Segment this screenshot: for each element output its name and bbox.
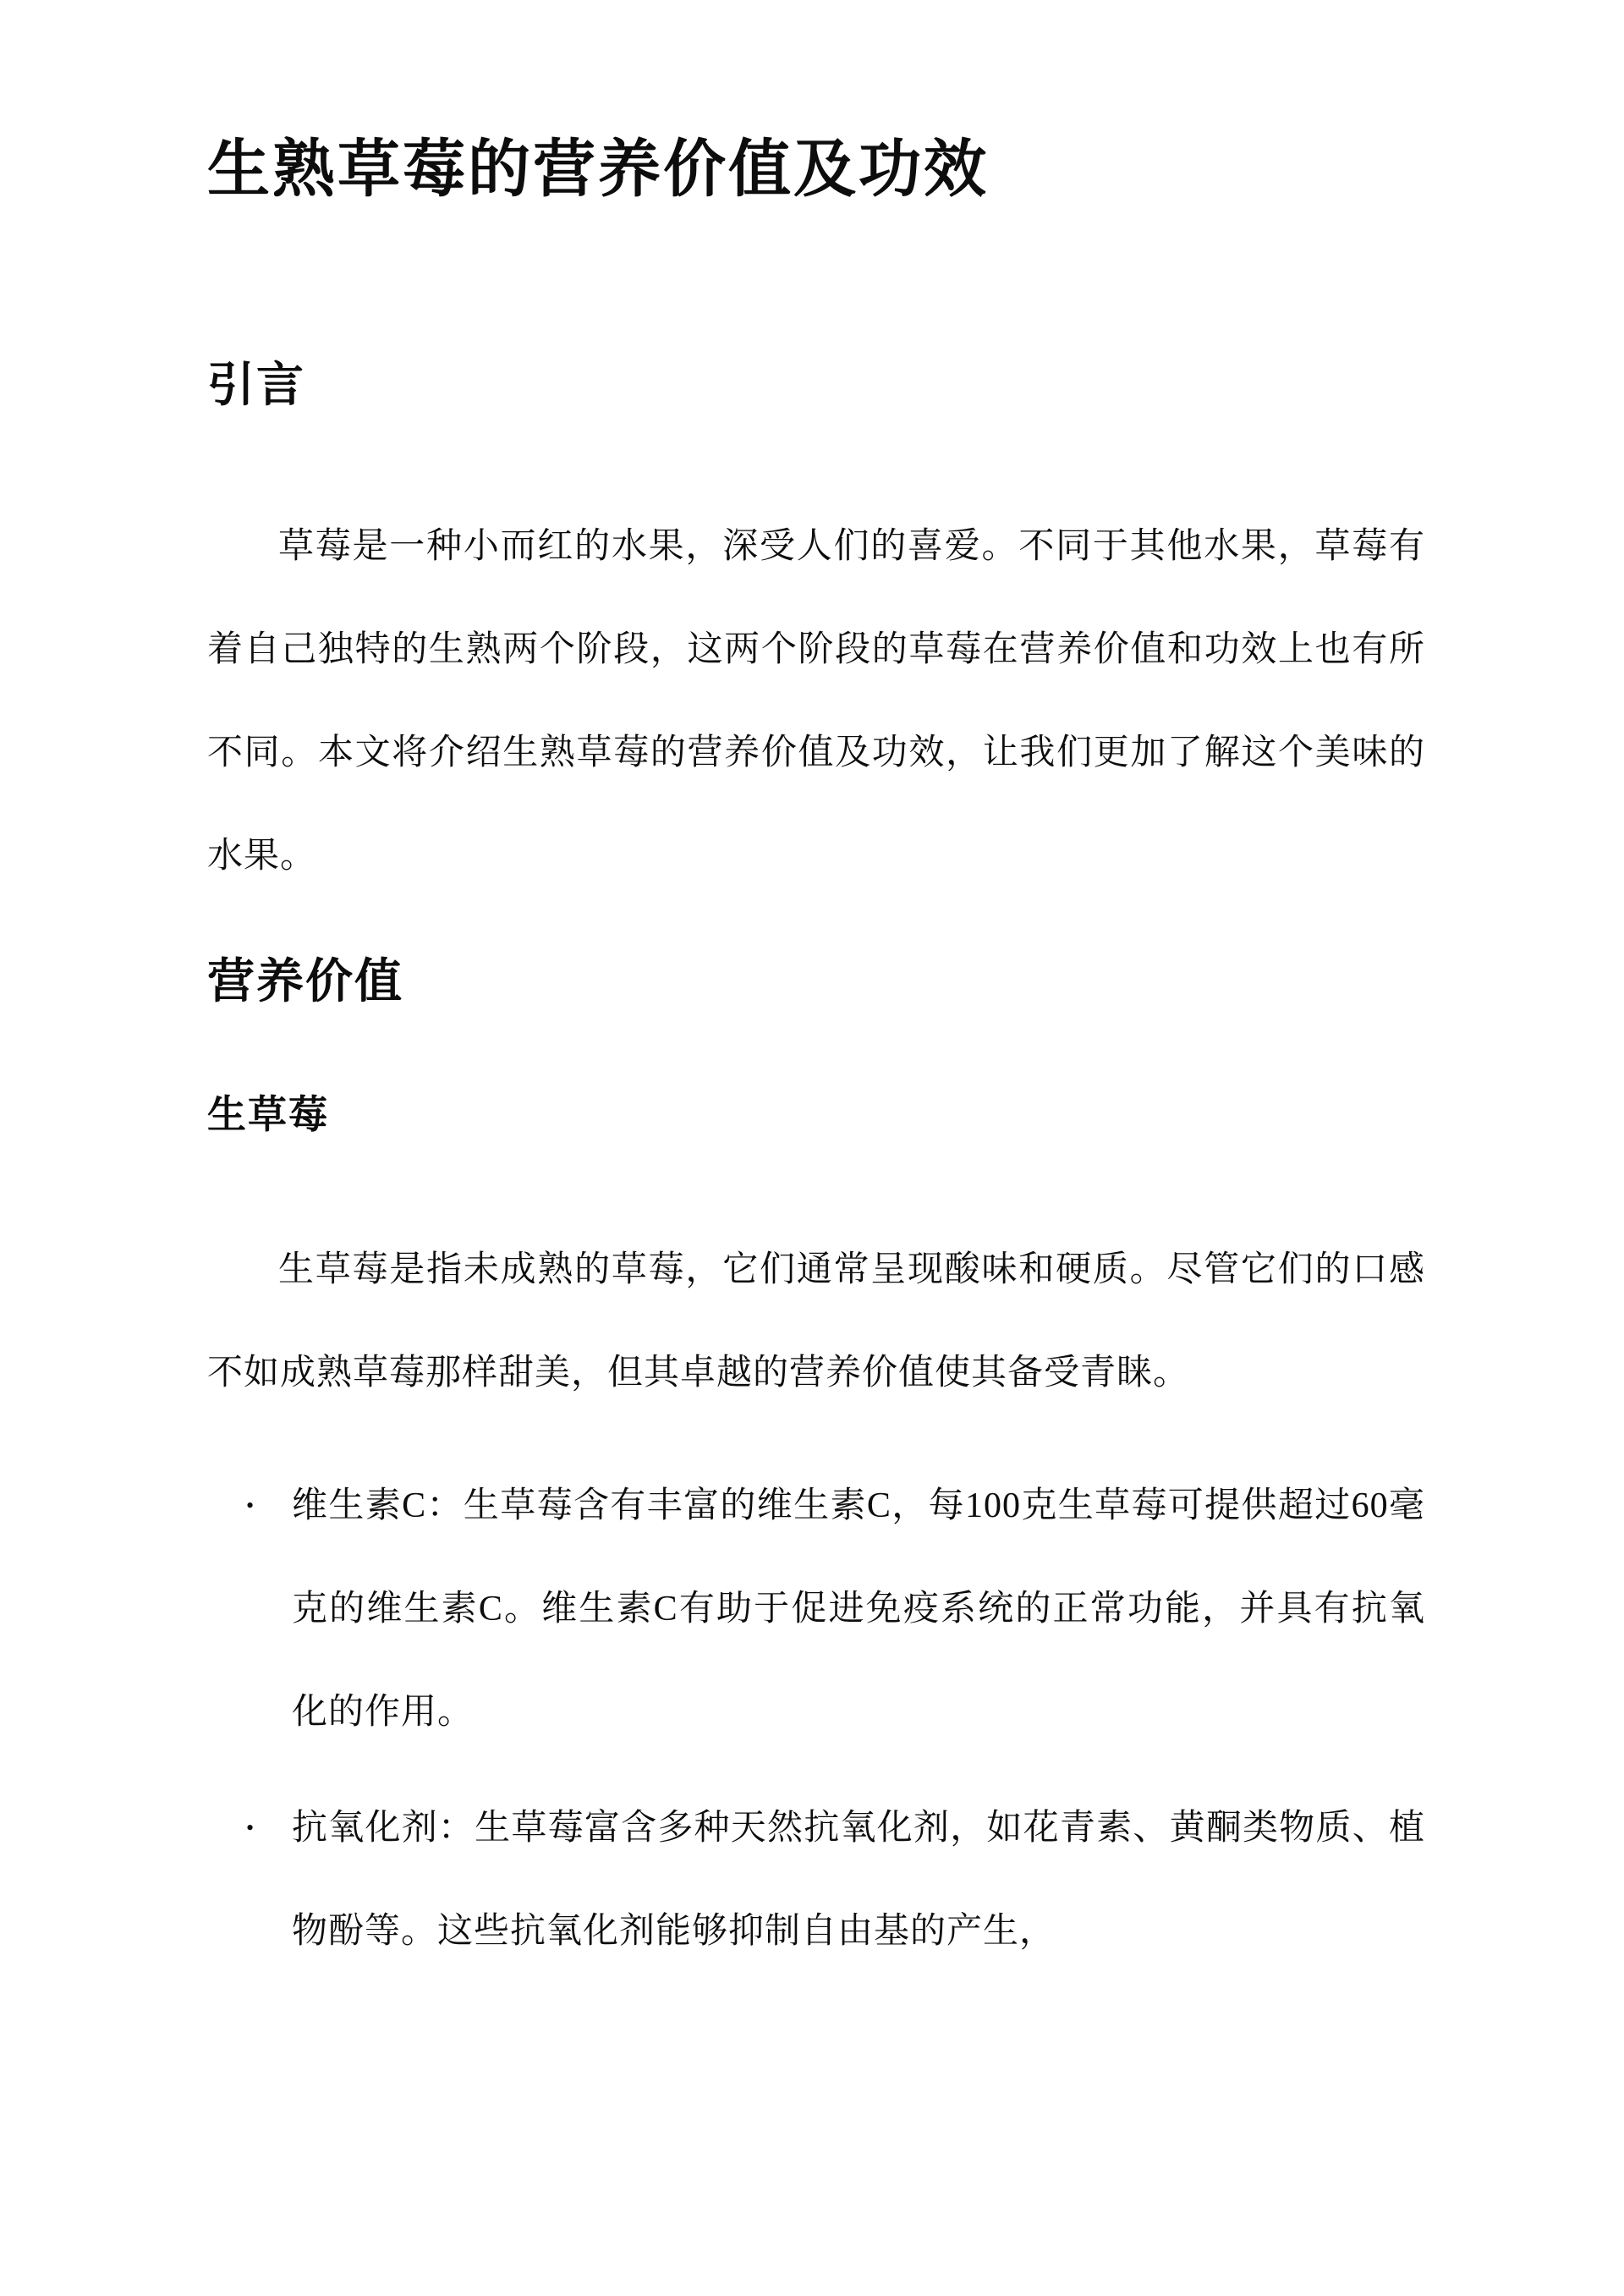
section-heading-nutrition: 营养价值 bbox=[207, 955, 403, 1008]
document-title: 生熟草莓的营养价值及功效 bbox=[207, 135, 989, 205]
list-item-vitamin-c bbox=[207, 1454, 1425, 1764]
list-item-text: 抗氧化剂：生草莓富含多种天然抗氧化剂，如花青素、黄酮类物质、植物酚等。这些抗氧化剂能够抑制自由基的产生， bbox=[292, 1809, 1425, 1952]
raw-strawberry-paragraph: 生草莓是指未成熟的草莓，它们通常呈现酸味和硬质。尽管它们的口感不如成熟草莓那样甜美，但其卓越的营养价值使其备受青睐。 bbox=[207, 1250, 1425, 1393]
section-heading-intro: 引言 bbox=[207, 359, 305, 412]
list-item-text: 维生素C：生草莓含有丰富的维生素C，每100克生草莓可提供超过60毫克的维生素C。维生素C有助于促进免疫系统的正常功能，并具有抗氧化的作用。 bbox=[292, 1486, 1425, 1733]
subsection-heading-raw-strawberry: 生草莓 bbox=[207, 1092, 329, 1136]
bullet-icon: • bbox=[246, 1493, 255, 1519]
nutrient-bullet-list bbox=[207, 1454, 1425, 1983]
bullet-icon: • bbox=[246, 1815, 255, 1841]
intro-paragraph: 草莓是一种小而红的水果，深受人们的喜爱。不同于其他水果，草莓有着自己独特的生熟两个阶段，这两个阶段的草莓在营养价值和功效上也有所不同。本文将介绍生熟草莓的营养价值及功效，让我们更加了解这个美味的水果。 bbox=[207, 526, 1425, 876]
list-item-antioxidants bbox=[207, 1777, 1425, 1983]
